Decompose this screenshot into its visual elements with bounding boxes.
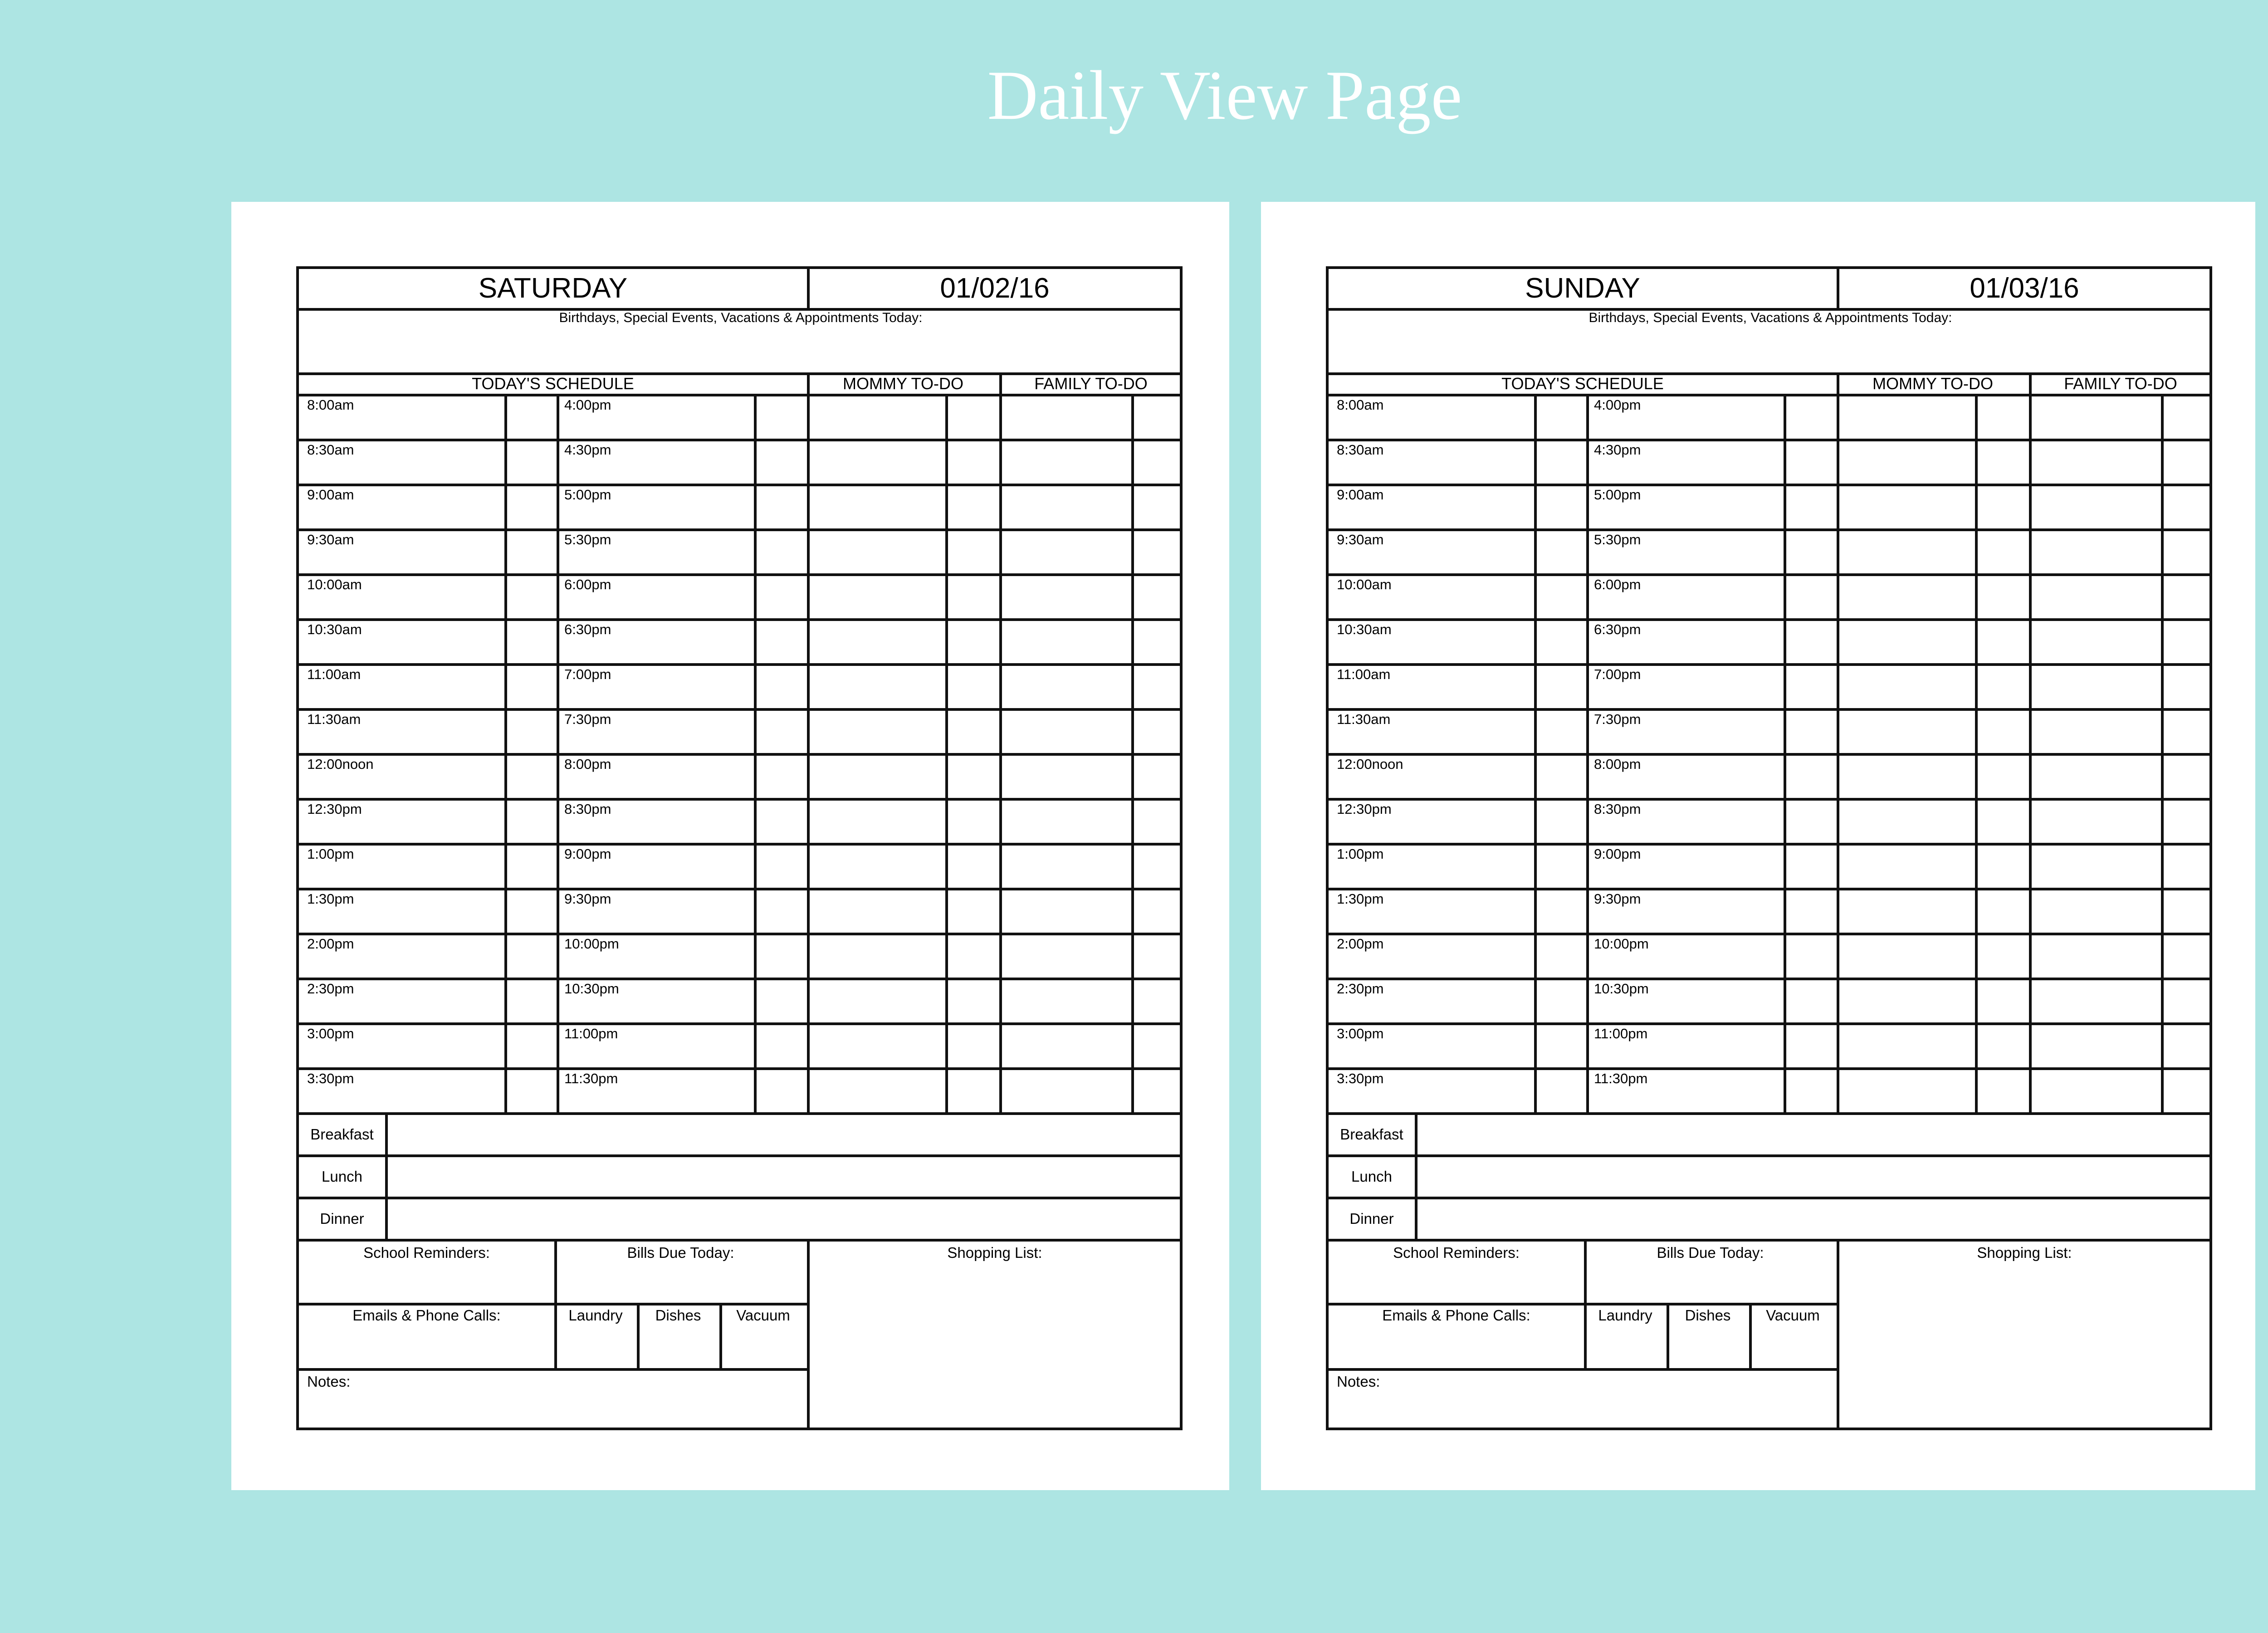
- time-slot-label: 6:30pm: [564, 621, 611, 637]
- time-slot-label: 1:30pm: [1337, 891, 1384, 907]
- time-slot-label: 10:30pm: [564, 981, 619, 997]
- grid-line: [299, 618, 1183, 621]
- time-slot-label: 3:30pm: [1337, 1071, 1384, 1086]
- grid-line: [299, 843, 1183, 846]
- shopping-list-label: Shopping List:: [1977, 1244, 2072, 1261]
- time-slot-label: 9:00am: [307, 487, 354, 503]
- time-slot-label: 12:00noon: [1337, 756, 1403, 772]
- meal-label: Dinner: [320, 1210, 364, 1227]
- day-date: 01/02/16: [940, 273, 1050, 304]
- time-slot-label: 11:30am: [307, 711, 361, 727]
- time-slot-label: 5:30pm: [564, 532, 611, 548]
- time-slot-label: 12:00noon: [307, 756, 374, 772]
- chore-dishes-label: Dishes: [655, 1307, 701, 1324]
- time-slot-label: 8:00pm: [1594, 756, 1641, 772]
- meal-label: Dinner: [1349, 1210, 1394, 1227]
- shopping-list-label: Shopping List:: [947, 1244, 1042, 1261]
- time-slot-label: 2:00pm: [1337, 936, 1384, 952]
- time-slot-label: 12:30pm: [307, 801, 362, 817]
- grid-line: [299, 573, 1183, 576]
- grid-line: [1329, 484, 2212, 486]
- mommy-todo-header: MOMMY TO-DO: [842, 374, 963, 393]
- grid-line: [1329, 888, 2212, 890]
- time-slot-label: 8:30am: [307, 442, 354, 458]
- family-todo-header: FAMILY TO-DO: [2064, 374, 2177, 393]
- grid-line: [385, 1114, 388, 1240]
- time-slot-label: 4:30pm: [564, 442, 611, 458]
- grid-line: [299, 394, 1183, 396]
- time-slot-label: 2:30pm: [1337, 981, 1384, 997]
- time-slot-label: 2:00pm: [307, 936, 354, 952]
- daily-planner-sheet: [1326, 266, 2212, 1430]
- grid-line: [299, 1368, 807, 1371]
- grid-line: [1131, 395, 1134, 1114]
- notes-label: Notes:: [307, 1373, 351, 1390]
- meal-entry-field[interactable]: [1418, 1115, 2212, 1154]
- grid-line: [1329, 1022, 2212, 1025]
- planner-page-sunday: [1261, 202, 2255, 1490]
- time-slot-label: 1:30pm: [307, 891, 354, 907]
- daily-planner-sheet: [296, 266, 1183, 1430]
- grid-line: [299, 753, 1183, 756]
- time-slot-label: 7:30pm: [1594, 711, 1641, 727]
- grid-line: [807, 269, 810, 309]
- time-slot-label: 7:00pm: [1594, 666, 1641, 682]
- grid-line: [1586, 395, 1589, 1114]
- grid-line: [1329, 663, 2212, 666]
- grid-line: [299, 1239, 1183, 1242]
- grid-line: [2161, 395, 2164, 1114]
- time-slot-label: 6:00pm: [1594, 577, 1641, 592]
- grid-line: [807, 1240, 810, 1430]
- meal-entry-field[interactable]: [388, 1115, 1183, 1154]
- grid-line: [1329, 394, 2212, 396]
- time-slot-label: 9:30pm: [564, 891, 611, 907]
- chore-vacuum-label: Vacuum: [1766, 1307, 1820, 1324]
- chore-laundry-label: Laundry: [568, 1307, 623, 1324]
- time-slot-label: 10:00pm: [1594, 936, 1649, 952]
- time-slot-label: 2:30pm: [307, 981, 354, 997]
- time-slot-label: 4:30pm: [1594, 442, 1641, 458]
- time-slot-label: 7:00pm: [564, 666, 611, 682]
- time-slot-label: 11:00pm: [1594, 1026, 1648, 1041]
- grid-line: [299, 528, 1183, 531]
- mommy-todo-header: MOMMY TO-DO: [1872, 374, 1993, 393]
- meal-label: Breakfast: [1340, 1126, 1403, 1143]
- grid-line: [1329, 1239, 2212, 1242]
- time-slot-label: 9:30am: [1337, 532, 1384, 548]
- time-slot-label: 8:00pm: [564, 756, 611, 772]
- grid-line: [299, 978, 1183, 980]
- grid-line: [504, 395, 507, 1114]
- grid-line: [1784, 395, 1786, 1114]
- time-slot-label: 4:00pm: [564, 397, 611, 413]
- meal-label: Lunch: [1351, 1168, 1392, 1185]
- grid-line: [1415, 1114, 1418, 1240]
- time-slot-label: 12:30pm: [1337, 801, 1392, 817]
- grid-line: [1329, 708, 2212, 711]
- chore-vacuum-label: Vacuum: [736, 1307, 790, 1324]
- time-slot-label: 11:30am: [1337, 711, 1391, 727]
- meal-entry-field[interactable]: [388, 1199, 1183, 1239]
- time-slot-label: 3:00pm: [307, 1026, 354, 1041]
- grid-line: [299, 1067, 1183, 1070]
- grid-line: [1837, 269, 1839, 309]
- emails-calls-label: Emails & Phone Calls:: [1382, 1307, 1530, 1324]
- grid-line: [1329, 1303, 1837, 1305]
- time-slot-label: 6:00pm: [564, 577, 611, 592]
- grid-line: [557, 395, 559, 1114]
- time-slot-label: 3:30pm: [307, 1071, 354, 1086]
- events-label: Birthdays, Special Events, Vacations & Appointments Today:: [1589, 310, 1952, 325]
- time-slot-label: 7:30pm: [564, 711, 611, 727]
- time-slot-label: 10:00am: [1337, 577, 1392, 592]
- meal-entry-field[interactable]: [1418, 1157, 2212, 1197]
- time-slot-label: 9:00pm: [564, 846, 611, 862]
- events-label: Birthdays, Special Events, Vacations & Appointments Today:: [559, 310, 923, 325]
- time-slot-label: 10:00am: [307, 577, 362, 592]
- meal-label: Lunch: [322, 1168, 362, 1185]
- time-slot-label: 8:30pm: [1594, 801, 1641, 817]
- grid-line: [299, 933, 1183, 935]
- time-slot-label: 4:00pm: [1594, 397, 1641, 413]
- grid-line: [299, 798, 1183, 801]
- time-slot-label: 5:30pm: [1594, 532, 1641, 548]
- notes-label: Notes:: [1337, 1373, 1380, 1390]
- grid-line: [1329, 573, 2212, 576]
- grid-line: [299, 1022, 1183, 1025]
- day-name: SATURDAY: [478, 273, 628, 304]
- time-slot-label: 5:00pm: [564, 487, 611, 503]
- grid-line: [299, 888, 1183, 890]
- grid-line: [1329, 528, 2212, 531]
- family-todo-header: FAMILY TO-DO: [1034, 374, 1148, 393]
- time-slot-label: 10:00pm: [564, 936, 619, 952]
- time-slot-label: 11:00pm: [564, 1026, 618, 1041]
- grid-line: [945, 395, 948, 1114]
- time-slot-label: 11:30pm: [1594, 1071, 1648, 1086]
- grid-line: [1975, 395, 1978, 1114]
- time-slot-label: 10:30am: [1337, 621, 1392, 637]
- grid-line: [1329, 978, 2212, 980]
- grid-line: [1329, 618, 2212, 621]
- grid-line: [1329, 1067, 2212, 1070]
- grid-line: [299, 708, 1183, 711]
- time-slot-label: 9:00am: [1337, 487, 1384, 503]
- time-slot-label: 3:00pm: [1337, 1026, 1384, 1041]
- page-title: Daily View Page: [987, 56, 1462, 134]
- meal-entry-field[interactable]: [388, 1157, 1183, 1197]
- time-slot-label: 11:00am: [307, 666, 361, 682]
- grid-line: [1329, 843, 2212, 846]
- time-slot-label: 8:00am: [307, 397, 354, 413]
- grid-line: [1329, 753, 2212, 756]
- chore-dishes-label: Dishes: [1685, 1307, 1731, 1324]
- grid-line: [1534, 395, 1537, 1114]
- time-slot-label: 1:00pm: [1337, 846, 1384, 862]
- time-slot-label: 6:30pm: [1594, 621, 1641, 637]
- time-slot-label: 10:30pm: [1594, 981, 1649, 997]
- time-slot-label: 8:00am: [1337, 397, 1384, 413]
- bills-due-label: Bills Due Today:: [1657, 1244, 1764, 1261]
- emails-calls-label: Emails & Phone Calls:: [352, 1307, 501, 1324]
- time-slot-label: 11:00am: [1337, 666, 1391, 682]
- grid-line: [299, 484, 1183, 486]
- grid-line: [299, 663, 1183, 666]
- day-date: 01/03/16: [1970, 273, 2079, 304]
- chore-laundry-label: Laundry: [1598, 1307, 1652, 1324]
- planner-page-saturday: [231, 202, 1229, 1490]
- school-reminders-label: School Reminders:: [363, 1244, 490, 1261]
- bills-due-label: Bills Due Today:: [627, 1244, 734, 1261]
- time-slot-label: 10:30am: [307, 621, 362, 637]
- grid-line: [299, 1303, 807, 1305]
- day-name: SUNDAY: [1525, 273, 1640, 304]
- schedule-header: TODAY'S SCHEDULE: [1501, 374, 1664, 393]
- time-slot-label: 1:00pm: [307, 846, 354, 862]
- grid-line: [1329, 1368, 1837, 1371]
- grid-line: [1837, 1240, 1839, 1430]
- grid-line: [754, 395, 757, 1114]
- meal-label: Breakfast: [310, 1126, 374, 1143]
- grid-line: [1329, 798, 2212, 801]
- time-slot-label: 8:30am: [1337, 442, 1384, 458]
- time-slot-label: 9:30pm: [1594, 891, 1641, 907]
- time-slot-label: 11:30pm: [564, 1071, 618, 1086]
- time-slot-label: 9:30am: [307, 532, 354, 548]
- time-slot-label: 9:00pm: [1594, 846, 1641, 862]
- schedule-header: TODAY'S SCHEDULE: [472, 374, 634, 393]
- time-slot-label: 5:00pm: [1594, 487, 1641, 503]
- school-reminders-label: School Reminders:: [1393, 1244, 1520, 1261]
- grid-line: [299, 439, 1183, 441]
- grid-line: [1329, 439, 2212, 441]
- grid-line: [1329, 933, 2212, 935]
- time-slot-label: 8:30pm: [564, 801, 611, 817]
- meal-entry-field[interactable]: [1418, 1199, 2212, 1239]
